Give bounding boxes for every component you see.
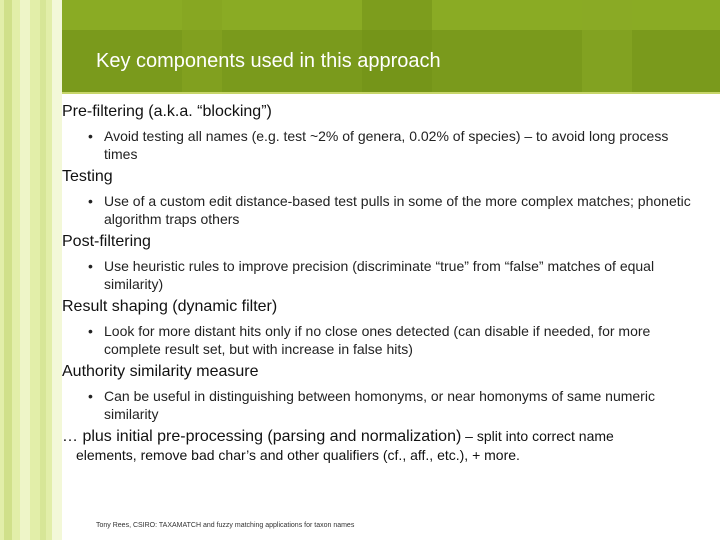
title-divider <box>62 92 720 94</box>
bullet-text: Look for more distant hits only if no close ones detected (can disable if needed, for more complete result set, but with increase in false hits) <box>104 323 651 357</box>
left-band-decoration <box>0 0 62 540</box>
preprocessing-rest-a: – split into correct name <box>461 428 614 444</box>
title-bar-background <box>62 0 720 92</box>
section-pre-filtering <box>62 102 702 163</box>
slide-content <box>62 102 702 464</box>
section-authority-similarity <box>62 362 702 423</box>
preprocessing-lead: … plus initial pre-processing (parsing and normalization) <box>62 428 462 445</box>
section-bullet <box>88 387 702 423</box>
bullet-text: Avoid testing all names (e.g. test ~2% of genera, 0.02% of species) – to avoid long process times <box>104 128 669 162</box>
left-decor-band <box>0 0 62 540</box>
slide-footer: Tony Rees, CSIRO: TAXAMATCH and fuzzy matching applications for taxon names <box>96 522 355 529</box>
section-heading: Result shaping (dynamic filter) <box>62 298 278 315</box>
section-heading: Post-filtering <box>62 233 151 250</box>
bullet-marker: • <box>88 128 93 144</box>
section-heading: Pre-filtering (a.k.a. “blocking”) <box>62 103 272 120</box>
bullet-text: Use heuristic rules to improve precision (discriminate “true” from “false” matches of equal similarity) <box>104 258 655 292</box>
bullet-text: Can be useful in distinguishing between homonyms, or near homonyms of same numeric similarity <box>104 388 655 422</box>
section-bullet <box>88 322 702 358</box>
preprocessing-note <box>62 427 702 464</box>
bullet-marker: • <box>88 258 93 274</box>
title-bar <box>62 0 720 92</box>
bullet-text: Use of a custom edit distance-based test pulls in some of the more complex matches; phonetic algorithm traps others <box>104 193 691 227</box>
section-bullet <box>88 127 702 163</box>
section-post-filtering <box>62 232 702 293</box>
section-testing <box>62 167 702 228</box>
bullet-marker: • <box>88 323 93 339</box>
slide-title: Key components used in this approach <box>96 50 441 72</box>
preprocessing-rest-b: elements, remove bad char’s and other qualifiers (cf., aff., etc.), + more. <box>76 447 520 463</box>
bullet-marker: • <box>88 388 93 404</box>
section-heading: Authority similarity measure <box>62 363 259 380</box>
section-bullet <box>88 192 702 228</box>
section-heading: Testing <box>62 168 113 185</box>
section-bullet <box>88 257 702 293</box>
bullet-marker: • <box>88 193 93 209</box>
section-result-shaping <box>62 297 702 358</box>
